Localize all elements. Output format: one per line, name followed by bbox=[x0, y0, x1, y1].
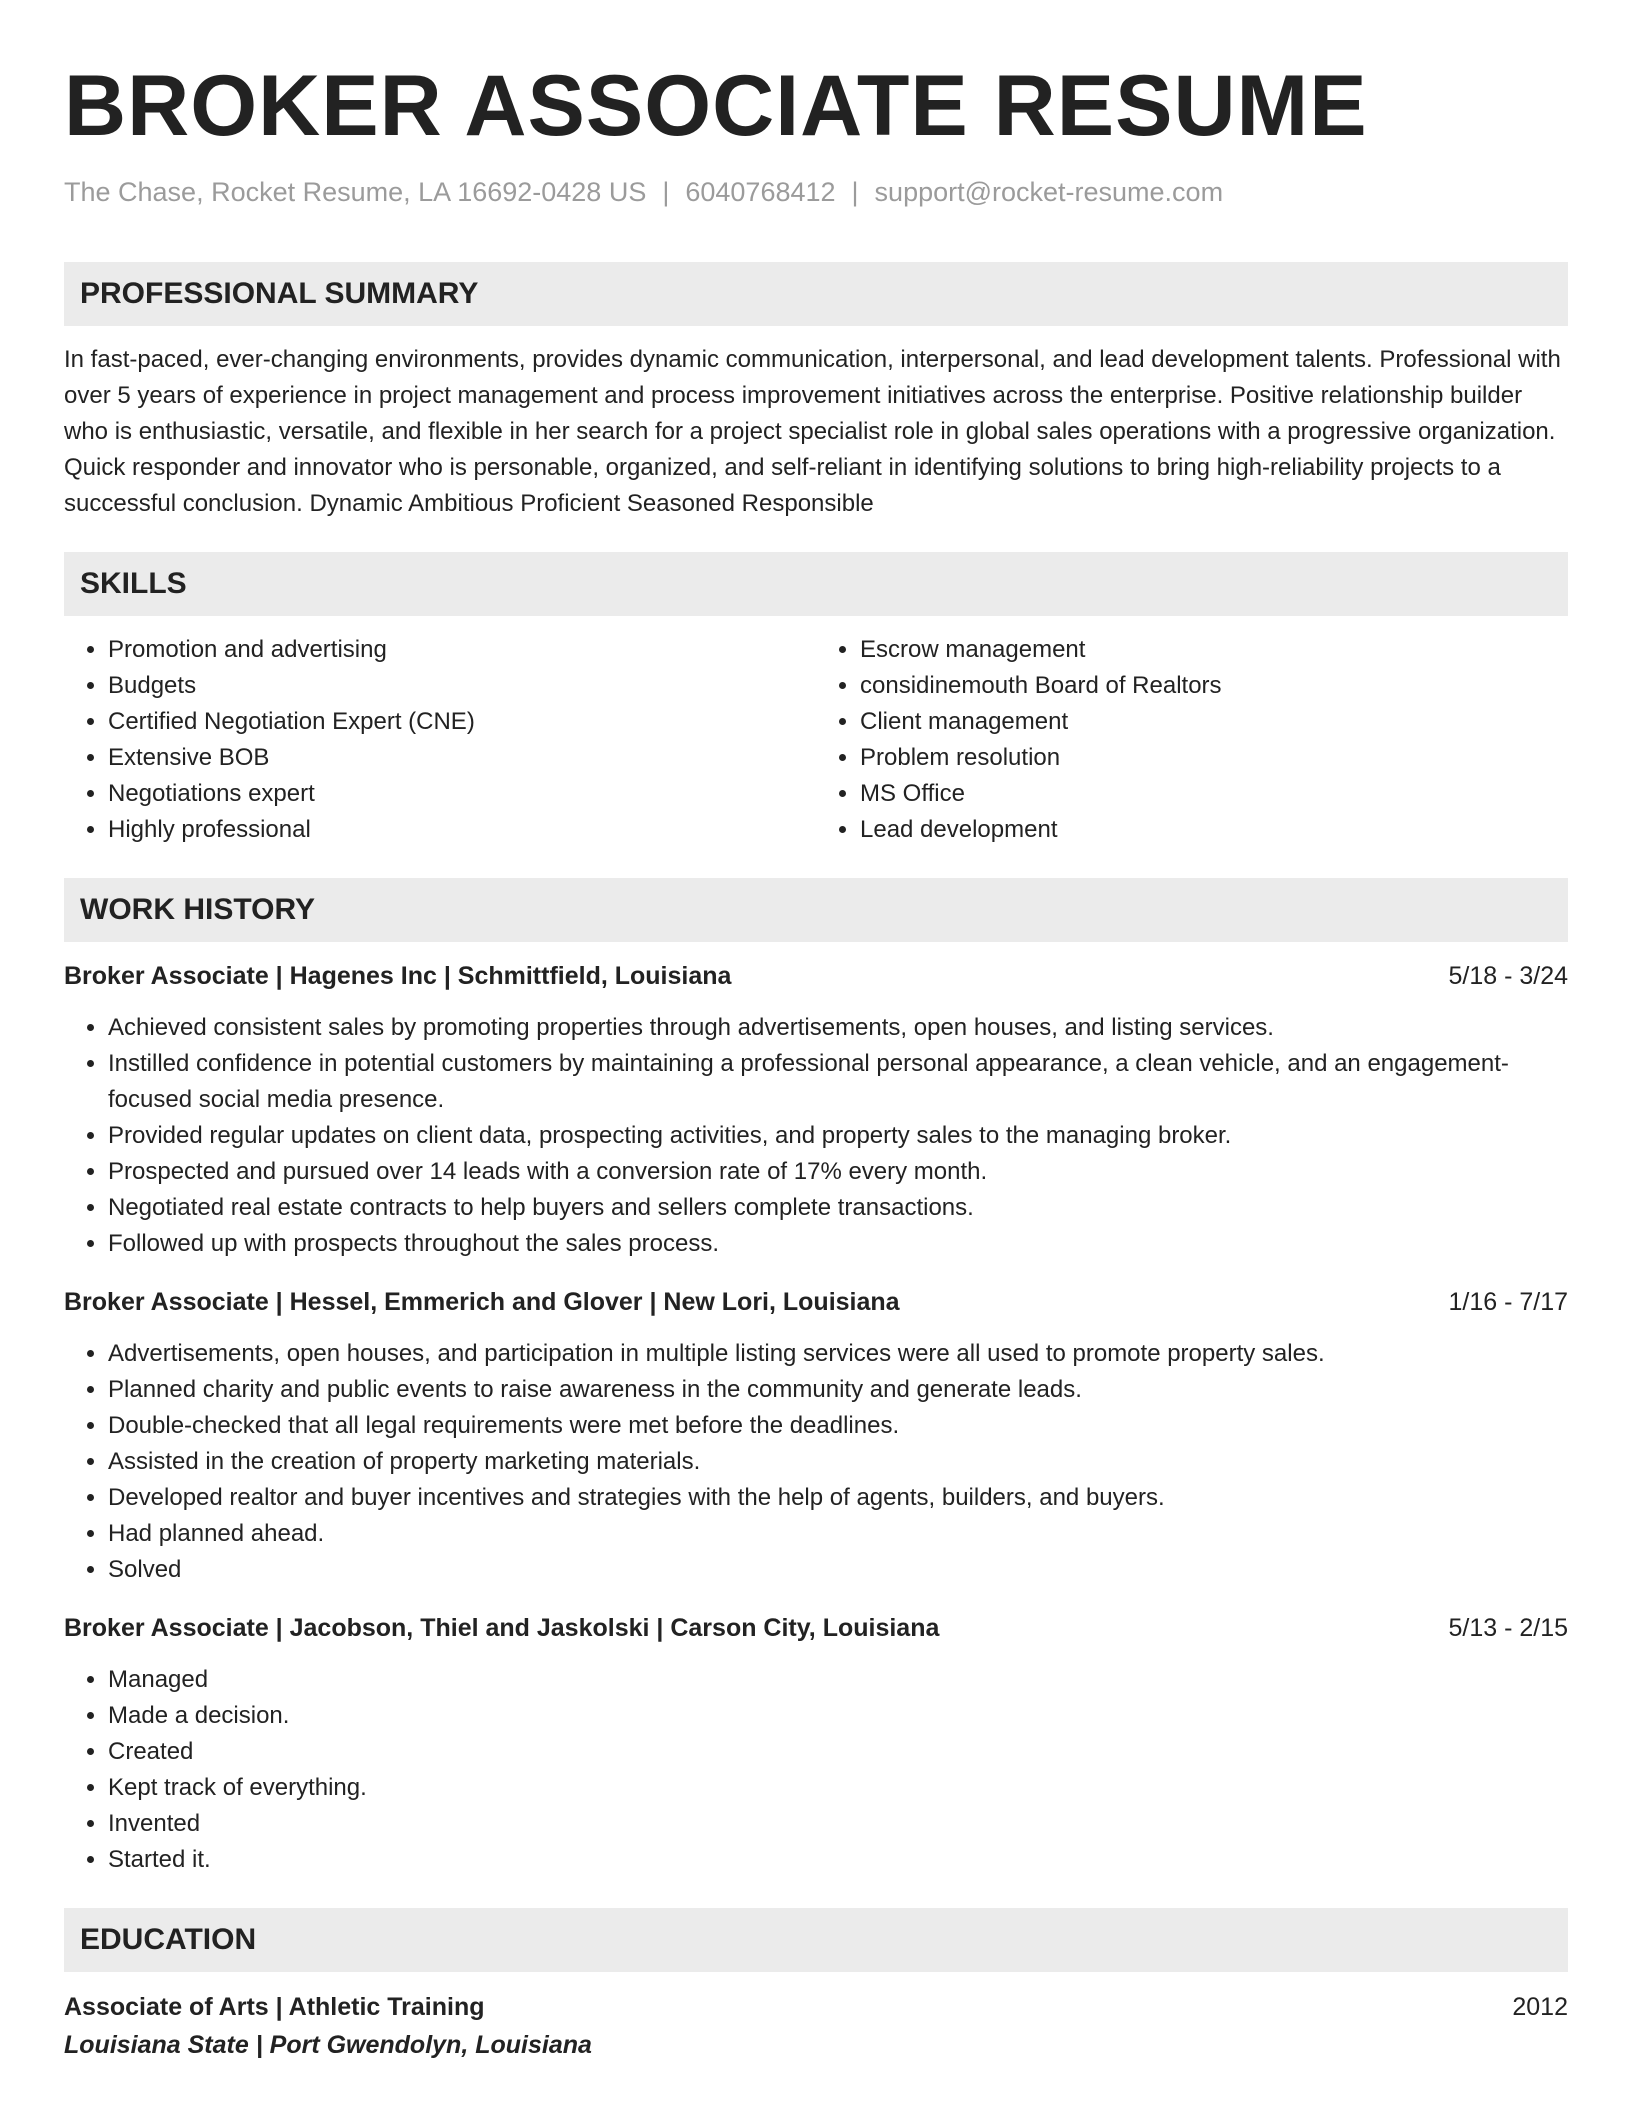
job-header bbox=[64, 1610, 1568, 1646]
education-header bbox=[64, 1988, 1568, 2026]
section-header-education: EDUCATION bbox=[64, 1908, 1568, 1972]
job-bullet: • Assisted in the creation of property marketing materials. bbox=[108, 1444, 1568, 1480]
job-bullets bbox=[64, 1010, 1568, 1262]
skill-item: • Lead development bbox=[860, 812, 1568, 848]
skill-item: • Budgets bbox=[108, 668, 816, 704]
job-dates: 5/13 - 2/15 bbox=[1448, 1614, 1568, 1642]
job-bullet: • Advertisements, open houses, and participation in multiple listing services were all used to promote property sales. bbox=[108, 1336, 1568, 1372]
education-degree: Associate of Arts | Athletic Training bbox=[64, 1993, 485, 2021]
contact-line bbox=[64, 174, 1568, 210]
job-dates: 1/16 - 7/17 bbox=[1448, 1288, 1568, 1316]
job-bullets bbox=[64, 1336, 1568, 1588]
job-bullet: • Developed realtor and buyer incentives and strategies with the help of agents, builders, and buyers. bbox=[108, 1480, 1568, 1516]
section-header-work-history: WORK HISTORY bbox=[64, 878, 1568, 942]
job-bullet: • Achieved consistent sales by promoting properties through advertisements, open houses, and listing services. bbox=[108, 1010, 1568, 1046]
job-header bbox=[64, 958, 1568, 994]
job-bullet: • Negotiated real estate contracts to help buyers and sellers complete transactions. bbox=[108, 1190, 1568, 1226]
skill-item: • considinemouth Board of Realtors bbox=[860, 668, 1568, 704]
skill-item: • Promotion and advertising bbox=[108, 632, 816, 668]
job-bullets bbox=[64, 1662, 1568, 1878]
job-bullet: • Invented bbox=[108, 1806, 1568, 1842]
skills-column-right bbox=[816, 632, 1568, 848]
job-bullet: • Solved bbox=[108, 1552, 1568, 1588]
section-header-summary: PROFESSIONAL SUMMARY bbox=[64, 262, 1568, 326]
education-entry bbox=[64, 1988, 1568, 2064]
job-bullet: • Prospected and pursued over 14 leads with a conversion rate of 17% every month. bbox=[108, 1154, 1568, 1190]
skills-column-left bbox=[64, 632, 816, 848]
job-bullet: • Managed bbox=[108, 1662, 1568, 1698]
skill-item: • Client management bbox=[860, 704, 1568, 740]
contact-phone: 6040768412 bbox=[685, 177, 836, 207]
job-bullet: • Made a decision. bbox=[108, 1698, 1568, 1734]
job-bullet: • Had planned ahead. bbox=[108, 1516, 1568, 1552]
job-bullet: • Created bbox=[108, 1734, 1568, 1770]
section-header-skills: SKILLS bbox=[64, 552, 1568, 616]
job-bullet: • Kept track of everything. bbox=[108, 1770, 1568, 1806]
skill-item: • Certified Negotiation Expert (CNE) bbox=[108, 704, 816, 740]
job-entry bbox=[64, 1284, 1568, 1588]
job-entry bbox=[64, 1610, 1568, 1878]
job-entry bbox=[64, 958, 1568, 1262]
skill-item: • Negotiations expert bbox=[108, 776, 816, 812]
skill-item: • Highly professional bbox=[108, 812, 816, 848]
job-bullet: • Planned charity and public events to raise awareness in the community and generate leads. bbox=[108, 1372, 1568, 1408]
contact-separator: | bbox=[662, 177, 670, 207]
skill-item: • Extensive BOB bbox=[108, 740, 816, 776]
job-bullet: • Followed up with prospects throughout the sales process. bbox=[108, 1226, 1568, 1262]
skill-item: • Problem resolution bbox=[860, 740, 1568, 776]
summary-text: In fast-paced, ever-changing environments, provides dynamic communication, interpersonal, and lead development talents. Professional with over 5 years of experience in project management and process improvement initiatives across the enterprise. Positive relationship builder who is enthusiastic, versatile, and flexible in her search for a project specialist role in global sales operations with a progressive organization. Quick responder and innovator who is personable, organized, and self-reliant in identifying solutions to bring high-reliability projects to a successful conclusion. Dynamic Ambitious Proficient Seasoned Responsible bbox=[64, 346, 1561, 517]
job-title: Broker Associate | Hessel, Emmerich and Glover | New Lori, Louisiana bbox=[64, 1288, 900, 1316]
job-bullet: • Instilled confidence in potential customers by maintaining a professional personal appearance, a clean vehicle, and an engagement-focused social media presence. bbox=[108, 1046, 1568, 1118]
contact-address: The Chase, Rocket Resume, LA 16692-0428 US bbox=[64, 177, 647, 207]
skill-item: • MS Office bbox=[860, 776, 1568, 812]
job-dates: 5/18 - 3/24 bbox=[1448, 962, 1568, 990]
contact-separator: | bbox=[851, 177, 859, 207]
education-school: Louisiana State | Port Gwendolyn, Louisiana bbox=[64, 2031, 592, 2059]
resume-title: BROKER ASSOCIATE RESUME bbox=[64, 58, 1368, 154]
job-title: Broker Associate | Jacobson, Thiel and Jaskolski | Carson City, Louisiana bbox=[64, 1614, 940, 1642]
job-header bbox=[64, 1284, 1568, 1320]
job-bullet: • Double-checked that all legal requirements were met before the deadlines. bbox=[108, 1408, 1568, 1444]
education-year: 2012 bbox=[1512, 1993, 1568, 2021]
contact-email: support@rocket-resume.com bbox=[874, 177, 1224, 207]
skill-item: • Escrow management bbox=[860, 632, 1568, 668]
job-title: Broker Associate | Hagenes Inc | Schmittfield, Louisiana bbox=[64, 962, 732, 990]
job-bullet: • Started it. bbox=[108, 1842, 1568, 1878]
job-bullet: • Provided regular updates on client data, prospecting activities, and property sales to the managing broker. bbox=[108, 1118, 1568, 1154]
skills-list bbox=[64, 632, 1568, 848]
